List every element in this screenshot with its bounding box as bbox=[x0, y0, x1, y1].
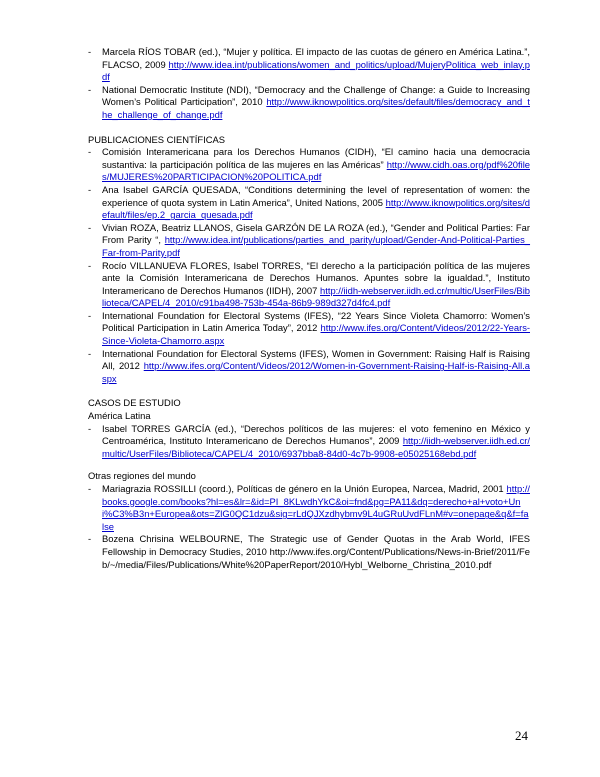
reference-link[interactable]: http://www.ifes.org/Content/Videos/2012/22-Years-Since-Violeta-Chamorro.aspx bbox=[102, 322, 530, 347]
list-item bbox=[88, 184, 530, 222]
reference-link[interactable]: http://www.ifes.org/Content/Videos/2012/Women-in-Government-Raising-Half-is-Raising-All.aspx bbox=[102, 360, 530, 384]
list-item bbox=[88, 533, 530, 571]
list-item bbox=[88, 483, 530, 533]
reference-link[interactable]: http://iidh-webserver.iidh.ed.cr/multic/UserFiles/Biblioteca/CAPEL/4_2010/c91ba498-753b-454a-86b9-989d327d4fc4.pdf bbox=[102, 284, 530, 309]
section-heading: PUBLICACIONES CIENTÍFICAS bbox=[88, 133, 226, 145]
reference-link[interactable]: http://books.google.com/books?hl=es&lr=&id=PI_8KLwdhYkC&oi=fnd&pg=PA11&dq=derecho+al+voto+Uni%C3%B3n+Europea&ots=ZlG0QC1dzu&sig=rLdQJXzdhybmv9L4uGRuUvdFLnM#v=onepage&q&f=false bbox=[102, 483, 530, 532]
list-item bbox=[88, 146, 530, 184]
subsection-heading: Otras regiones del mundo bbox=[88, 470, 196, 482]
reference-text: Bozena Chrisina WELBOURNE, The Strategic use of Gender Quotas in the Arab World, IFES Fellowship in Democracy Studies, 2010 bbox=[102, 533, 530, 557]
reference-text: Comisión Interamericana para los Derechos Humanos (CIDH), “El camino hacia una democracia sustantiva: la participación política de las mujeres en las Américas” bbox=[102, 146, 530, 170]
list-item bbox=[88, 310, 530, 348]
reference-text: Rocío VILLANUEVA FLORES, Isabel TORRES, “El derecho a la participación política de las mujeres ante la Comisión Interamericana de Derechos Humanos. Apuntes sobre la igualdad.”, Instituto Interamericano de Derechos Humanos (IIDH), 2007 bbox=[102, 259, 530, 296]
reference-text: International Foundation for Electoral Systems (IFES), “22 Years Since Violeta Chamorro: Women’s Political Participation in Latin America Today”, 2012 bbox=[102, 309, 530, 334]
subsection-heading: América Latina bbox=[88, 410, 151, 422]
reference-link[interactable]: http://www.iknowpolitics.org/sites/default/files/ep.2_garcia_quesada.pdf bbox=[102, 196, 530, 221]
reference-text: Vivian ROZA, Beatriz LLANOS, Gisela GARZÓN DE LA ROZA (ed.), “Gender and Political Parties: Far From Parity “, bbox=[102, 221, 530, 246]
list-item bbox=[88, 222, 530, 260]
reference-text: Mariagrazia ROSSILLI (coord.), Políticas de género en la Unión Europea, Narcea, Madrid, 2001 bbox=[102, 483, 507, 494]
reference-text: National Democratic Institute (NDI), “Democracy and the Challenge of Change: a Guide to Increasing Women’s Political Participation”, 2010 bbox=[102, 83, 530, 108]
list-item bbox=[88, 348, 530, 386]
list-item bbox=[88, 423, 530, 461]
page-number: 24 bbox=[515, 728, 528, 743]
reference-text: Isabel TORRES GARCÍA (ed.), “Derechos políticos de las mujeres: el voto femenino en México y Centroamérica, Instituto Interamericano de Derechos Humanos”, 2009 bbox=[102, 422, 530, 447]
reference-text: Marcela RÍOS TOBAR (ed.), “Mujer y política. El impacto de las cuotas de género en América Latina.”, FLACSO, 2009 bbox=[102, 46, 530, 70]
reference-link[interactable]: http://www.idea.int/publications/women_and_politics/upload/MujeryPolitica_web_inlay.pdf bbox=[102, 58, 530, 83]
reference-link[interactable]: http://www.iknowpolitics.org/sites/default/files/democracy_and_the_challenge_of_change.pdf bbox=[102, 96, 530, 120]
list-item bbox=[88, 46, 530, 84]
reference-text: Ana Isabel GARCÍA QUESADA, “Conditions determining the level of representation of women: the experience of quota system in Latin America”, United Nations, 2005 bbox=[102, 183, 530, 208]
reference-link[interactable]: http://www.cidh.oas.org/pdf%20files/MUJERES%20PARTICIPACION%20POLITICA.pdf bbox=[102, 158, 530, 183]
bibliography bbox=[88, 46, 530, 571]
reference-link[interactable]: http://iidh-webserver.iidh.ed.cr/multic/UserFiles/Biblioteca/CAPEL/4_2010/6937bba8-84d0-4c7b-9908-e05025168ebd.pdf bbox=[102, 435, 530, 459]
reference-url-text: http://www.ifes.org/Content/Publications/News-in-Brief/2011/Feb/~/media/Files/Publications/White%20PaperReport/2010/Hybl_Welborne_Christina_2010.pdf bbox=[102, 545, 530, 570]
list-item bbox=[88, 84, 530, 122]
reference-link[interactable]: http://www.idea.int/publications/parties_and_parity/upload/Gender-And-Political-Parties_Far-from-Parity.pdf bbox=[102, 234, 530, 258]
section-heading: CASOS DE ESTUDIO bbox=[88, 397, 181, 409]
list-item bbox=[88, 260, 530, 310]
reference-text: International Foundation for Electoral Systems (IFES), Women in Government: Raising Half is Raising All, 2012 bbox=[102, 347, 530, 372]
